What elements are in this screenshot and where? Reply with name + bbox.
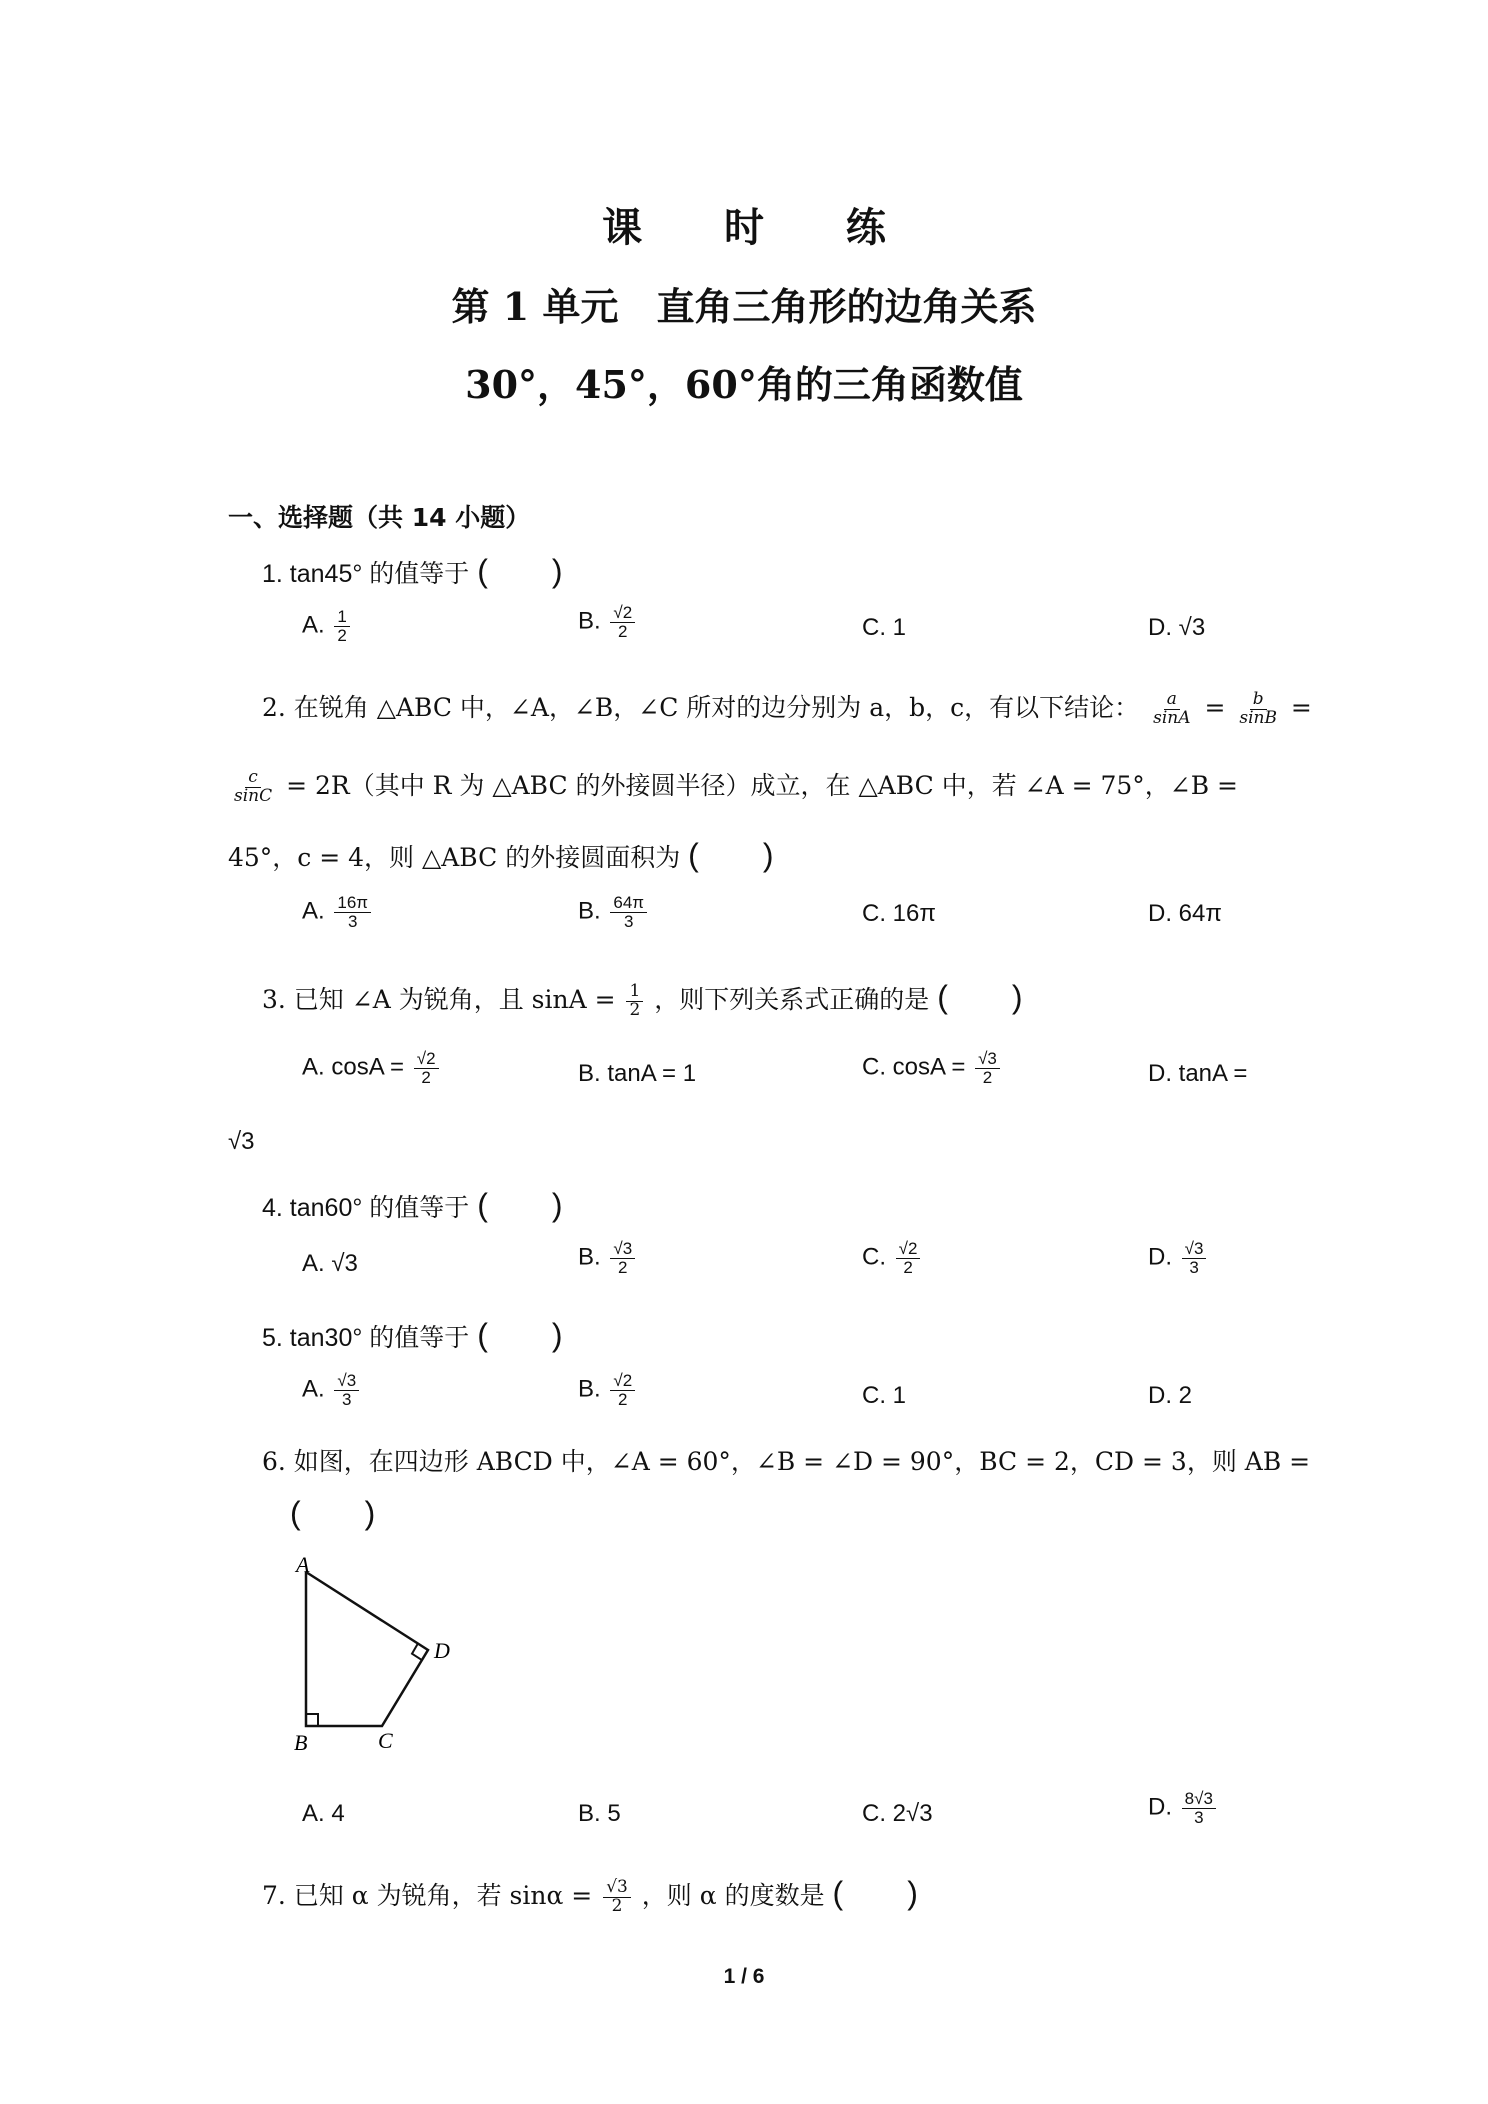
denominator: 2 bbox=[421, 1067, 431, 1087]
page-number: 1 / 6 bbox=[723, 1965, 765, 1988]
answer-paren: ( ) bbox=[477, 553, 563, 589]
option-label: B. bbox=[578, 1375, 601, 1403]
option-a: A. 4 bbox=[302, 1800, 345, 1827]
numerator: √2 bbox=[610, 604, 635, 623]
option-d bbox=[1148, 614, 1205, 642]
lesson-title: 30°，45°，60°角的三角函数值 bbox=[465, 362, 1023, 407]
question-stem-end: ，则下列关系式正确的是 bbox=[654, 985, 930, 1014]
fraction bbox=[1236, 691, 1280, 728]
option-label: C. bbox=[862, 1800, 886, 1827]
numerator: √3 bbox=[610, 1240, 635, 1259]
question-3 bbox=[262, 972, 1023, 1020]
option-label: A. bbox=[302, 611, 325, 639]
numerator: √2 bbox=[414, 1050, 439, 1069]
vertex-label-a: A bbox=[296, 1552, 310, 1577]
option-label: D. bbox=[1148, 614, 1172, 641]
option-label: D. bbox=[1148, 1243, 1172, 1271]
option-label: B. bbox=[578, 897, 601, 925]
option-value: 2√3 bbox=[892, 1800, 933, 1827]
fraction bbox=[975, 1050, 1000, 1087]
numerator: 16π bbox=[334, 894, 371, 913]
answer-paren: ( ) bbox=[290, 1495, 376, 1531]
denominator: 2 bbox=[618, 1389, 628, 1409]
question-6-line-2 bbox=[290, 1488, 375, 1534]
fraction bbox=[610, 1372, 635, 1409]
option-label: C. bbox=[862, 1243, 886, 1271]
numerator: √3 bbox=[1182, 1240, 1207, 1259]
question-1 bbox=[262, 546, 563, 592]
question-stem: 3. 已知 ∠A 为锐角，且 sinA = bbox=[262, 985, 616, 1014]
question-4 bbox=[262, 1180, 563, 1226]
quadrilateral-figure bbox=[286, 1548, 470, 1758]
fraction bbox=[610, 604, 635, 641]
question-stem: 7. 已知 α 为锐角，若 sinα = bbox=[262, 1881, 593, 1910]
fraction bbox=[1182, 1240, 1207, 1277]
numerator: √2 bbox=[896, 1240, 921, 1259]
option-text: C. cosA = bbox=[862, 1053, 966, 1081]
answer-paren: ( ) bbox=[477, 1317, 563, 1353]
fraction bbox=[334, 894, 371, 931]
unit-title: 第 1 单元 直角三角形的边角关系 bbox=[451, 284, 1037, 329]
fraction bbox=[610, 894, 647, 931]
option-b: B. tanA = 1 bbox=[578, 1060, 697, 1087]
option-label: A. bbox=[302, 1375, 325, 1403]
fraction bbox=[610, 1240, 635, 1277]
option-d bbox=[1148, 1240, 1209, 1277]
question-7 bbox=[262, 1868, 918, 1916]
numerator: √3 bbox=[334, 1372, 359, 1391]
option-c: C. 1 bbox=[862, 1382, 907, 1409]
option-c: C. 1 bbox=[862, 614, 907, 641]
option-label: A. bbox=[302, 897, 325, 925]
denominator: 2 bbox=[618, 1257, 628, 1277]
denominator: 3 bbox=[1194, 1807, 1204, 1827]
option-c bbox=[862, 1050, 1003, 1087]
vertex-label-d: D bbox=[434, 1638, 450, 1663]
option-b bbox=[578, 604, 638, 641]
numerator: √3 bbox=[603, 1879, 631, 1898]
option-label: D. bbox=[1148, 1793, 1172, 1821]
right-angle-mark-b bbox=[306, 1714, 318, 1726]
numerator: 1 bbox=[626, 983, 643, 1002]
denominator: 2 bbox=[611, 1896, 623, 1916]
denominator: 2 bbox=[629, 1000, 641, 1020]
numerator: 64π bbox=[610, 894, 647, 913]
answer-paren: ( ) bbox=[477, 1187, 563, 1223]
equals-sign: = bbox=[1204, 693, 1226, 722]
option-b bbox=[578, 894, 650, 931]
fraction bbox=[626, 983, 643, 1020]
denominator: sinC bbox=[234, 786, 273, 806]
fraction bbox=[896, 1240, 921, 1277]
numerator: √3 bbox=[975, 1050, 1000, 1069]
option-label: B. bbox=[578, 607, 601, 635]
denominator: sinB bbox=[1239, 708, 1277, 728]
numerator: 1 bbox=[334, 608, 349, 627]
numerator: a bbox=[1164, 691, 1180, 710]
denominator: 3 bbox=[342, 1389, 352, 1409]
option-a bbox=[302, 1250, 358, 1278]
option-text: A. cosA = bbox=[302, 1053, 405, 1081]
question-5 bbox=[262, 1310, 563, 1356]
denominator: 2 bbox=[982, 1067, 993, 1087]
quadrilateral-abcd bbox=[306, 1572, 428, 1726]
fraction bbox=[1150, 691, 1193, 728]
denominator: 3 bbox=[347, 911, 358, 931]
option-d-continued: √3 bbox=[228, 1128, 255, 1155]
fraction bbox=[334, 608, 349, 645]
option-c: C. 16π bbox=[862, 900, 936, 927]
question-stem: 4. tan60° 的值等于 bbox=[262, 1194, 470, 1222]
question-2-line-1 bbox=[262, 688, 1312, 728]
option-c bbox=[862, 1240, 923, 1277]
fraction bbox=[414, 1050, 439, 1087]
option-value: √3 bbox=[1178, 614, 1206, 641]
option-b bbox=[578, 1240, 638, 1277]
question-6-line-1: 6. 如图，在四边形 ABCD 中，∠A = 60°，∠B = ∠D = 90°，BC = 2，CD = 3，则 AB = bbox=[262, 1447, 1311, 1476]
vertex-label-b: B bbox=[294, 1730, 308, 1755]
option-d: D. 64π bbox=[1148, 900, 1222, 927]
option-d: D. tanA = bbox=[1148, 1060, 1248, 1087]
question-2-line-3 bbox=[228, 830, 773, 876]
option-d: D. 2 bbox=[1148, 1382, 1193, 1409]
vertex-label-c: C bbox=[378, 1728, 393, 1753]
answer-paren: ( ) bbox=[688, 837, 774, 873]
option-value: √3 bbox=[331, 1250, 358, 1277]
option-a bbox=[302, 1372, 362, 1409]
fraction bbox=[334, 1372, 359, 1409]
option-a bbox=[302, 1050, 442, 1087]
question-stem: 5. tan30° 的值等于 bbox=[262, 1324, 470, 1352]
denominator: sinA bbox=[1153, 708, 1191, 728]
question-stem: 2. 在锐角 △ABC 中，∠A，∠B，∠C 所对的边分别为 a，b，c，有以下结论： bbox=[262, 693, 1140, 722]
option-a bbox=[302, 894, 374, 931]
numerator: c bbox=[245, 769, 261, 788]
option-label: B. bbox=[578, 1243, 601, 1271]
doc-title: 课 时 练 bbox=[602, 204, 920, 251]
equals-sign: = bbox=[1290, 693, 1312, 722]
option-label: A. bbox=[302, 1250, 325, 1277]
question-2-line-2 bbox=[228, 766, 1238, 806]
option-b bbox=[578, 1372, 638, 1409]
denominator: 2 bbox=[337, 625, 347, 645]
numerator: 8√3 bbox=[1182, 1790, 1216, 1809]
numerator: b bbox=[1250, 691, 1267, 710]
fraction bbox=[231, 769, 275, 806]
section-heading: 一、选择题（共 14 小题） bbox=[228, 503, 531, 532]
denominator: 2 bbox=[618, 621, 628, 641]
fraction bbox=[603, 1879, 631, 1916]
question-stem: 45°，c = 4，则 △ABC 的外接圆面积为 bbox=[228, 843, 681, 872]
answer-paren: ( ) bbox=[937, 979, 1023, 1015]
option-b: B. 5 bbox=[578, 1800, 621, 1827]
denominator: 2 bbox=[903, 1257, 913, 1277]
option-a bbox=[302, 608, 353, 645]
option-d bbox=[1148, 1790, 1219, 1827]
question-stem: 1. tan45° 的值等于 bbox=[262, 560, 470, 588]
answer-paren: ( ) bbox=[832, 1875, 918, 1911]
question-stem-end: ，则 α 的度数是 bbox=[641, 1881, 825, 1910]
numerator: √2 bbox=[610, 1372, 635, 1391]
denominator: 3 bbox=[623, 911, 634, 931]
denominator: 3 bbox=[1189, 1257, 1199, 1277]
fraction bbox=[1182, 1790, 1216, 1827]
option-c bbox=[862, 1800, 933, 1828]
question-stem: = 2R（其中 R 为 △ABC 的外接圆半径）成立，在 △ABC 中，若 ∠A = 75°，∠B = bbox=[286, 771, 1239, 800]
